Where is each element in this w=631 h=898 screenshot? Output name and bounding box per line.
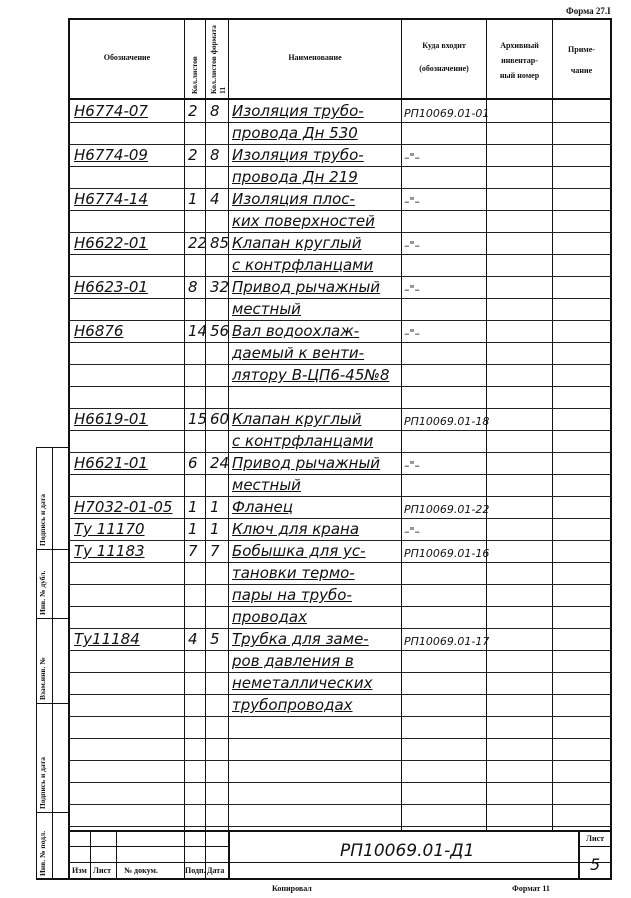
tb-podp: Подп. bbox=[185, 866, 206, 875]
entry-where: –"– bbox=[404, 459, 421, 472]
entry-where: РП10069.01-16 bbox=[404, 547, 490, 560]
entry-sheets-f11: 4 bbox=[210, 190, 220, 208]
entry-sheets: 22 bbox=[188, 234, 208, 252]
row-rule bbox=[68, 716, 612, 717]
row-rule bbox=[68, 298, 612, 299]
entry-name-line: Вал водоохлаж- bbox=[232, 322, 360, 340]
entry-sheets: 1 bbox=[188, 498, 198, 516]
entry-name-line: Фланец bbox=[232, 498, 293, 516]
entry-where: РП10069.01-18 bbox=[404, 415, 490, 428]
entry-where: –"– bbox=[404, 525, 421, 538]
row-rule bbox=[68, 760, 612, 761]
entry-name-line: провода Дн 530 bbox=[232, 124, 358, 142]
entry-where: –"– bbox=[404, 327, 421, 340]
entry-sheets-f11: 24 bbox=[210, 454, 230, 472]
header-designation: Обозначение bbox=[103, 53, 151, 62]
entry-sheets: 1 bbox=[188, 190, 198, 208]
header-where: Куда входит (обозначение) bbox=[419, 41, 469, 73]
entry-name-line: местный bbox=[232, 300, 301, 318]
entry-name-line: Изоляция трубо- bbox=[232, 146, 364, 164]
row-rule bbox=[68, 826, 612, 827]
side-inv-podl: Инв. № подл. bbox=[38, 830, 47, 876]
footer-copied: Копировал bbox=[272, 884, 312, 893]
entry-designation: Н7032-01-05 bbox=[74, 498, 173, 516]
sheet-number: 5 bbox=[590, 855, 601, 874]
tb-data: Дата bbox=[207, 866, 225, 875]
entry-name-line: с контрфланцами bbox=[232, 256, 374, 274]
entry-sheets: 2 bbox=[188, 102, 198, 120]
entry-name-line: Клапан круглый bbox=[232, 234, 362, 252]
entry-where: –"– bbox=[404, 151, 421, 164]
entry-name-line: ров давления в bbox=[232, 652, 354, 670]
entry-sheets-f11: 56 bbox=[210, 322, 230, 340]
entry-where: –"– bbox=[404, 283, 421, 296]
entry-designation: Н6774-14 bbox=[74, 190, 148, 208]
tb-doc: № докум. bbox=[124, 866, 158, 875]
entry-where: РП10069.01-22 bbox=[404, 503, 490, 516]
side-sign-date-top: Подпись и дата bbox=[38, 493, 47, 546]
entry-name-line: Изоляция плос- bbox=[232, 190, 355, 208]
entry-name-line: с контрфланцами bbox=[232, 432, 374, 450]
entry-designation: Н6623-01 bbox=[74, 278, 148, 296]
header-sheets-format11: Кол.листов формата 11 bbox=[209, 25, 227, 94]
entry-name-line: Трубка для заме- bbox=[232, 630, 369, 648]
entry-name-line: Привод рычажный bbox=[232, 454, 381, 472]
entry-name-line: провода Дн 219 bbox=[232, 168, 358, 186]
entry-name-line: Ключ для крана bbox=[232, 520, 360, 538]
entry-sheets-f11: 32 bbox=[210, 278, 230, 296]
entry-sheets: 15 bbox=[188, 410, 208, 428]
entry-name-line: ких поверхностей bbox=[232, 212, 375, 230]
row-rule bbox=[68, 474, 612, 475]
header-note: Приме- чание bbox=[568, 45, 595, 75]
entry-name-line: тановки термо- bbox=[232, 564, 355, 582]
entry-sheets-f11: 60 bbox=[210, 410, 230, 428]
entry-sheets: 6 bbox=[188, 454, 198, 472]
entry-name-line: Бобышка для ус- bbox=[232, 542, 366, 560]
header-archive: Архивный инвентар- ный номер bbox=[499, 41, 540, 80]
entry-sheets-f11: 5 bbox=[210, 630, 220, 648]
entry-sheets-f11: 1 bbox=[210, 498, 220, 516]
entry-designation: Н6621-01 bbox=[74, 454, 148, 472]
entry-name-line: пары на трубо- bbox=[232, 586, 352, 604]
entry-where: РП10069.01-17 bbox=[404, 635, 490, 648]
side-vzam-inv: Взам.инв. № bbox=[38, 657, 47, 700]
entry-sheets-f11: 85 bbox=[210, 234, 230, 252]
entry-designation: Н6774-09 bbox=[74, 146, 148, 164]
entry-name-line: Изоляция трубо- bbox=[232, 102, 364, 120]
entry-designation: Н6774-07 bbox=[74, 102, 148, 120]
entry-designation: Ту 11170 bbox=[74, 520, 145, 538]
tb-izm: Изм bbox=[72, 866, 87, 875]
entry-designation: Н6622-01 bbox=[74, 234, 148, 252]
entry-sheets-f11: 7 bbox=[210, 542, 220, 560]
entry-sheets-f11: 1 bbox=[210, 520, 220, 538]
header-sheets: Кол.листов bbox=[190, 56, 199, 94]
entry-where: РП10069.01-01 bbox=[404, 107, 490, 120]
entry-sheets: 2 bbox=[188, 146, 198, 164]
row-rule bbox=[68, 804, 612, 805]
entry-sheets-f11: 8 bbox=[210, 146, 220, 164]
row-rule bbox=[68, 782, 612, 783]
entry-designation: Ту 11183 bbox=[74, 542, 145, 560]
entry-name-line: Привод рычажный bbox=[232, 278, 381, 296]
entry-designation: Ту11184 bbox=[74, 630, 140, 648]
entry-designation: Н6619-01 bbox=[74, 410, 148, 428]
entry-name-line: Клапан круглый bbox=[232, 410, 362, 428]
sheet-label: Лист bbox=[586, 834, 605, 843]
entry-name-line: местный bbox=[232, 476, 301, 494]
entry-name-line: трубопроводах bbox=[232, 696, 353, 714]
doc-code: РП10069.01-Д1 bbox=[340, 841, 475, 861]
entry-where: –"– bbox=[404, 195, 421, 208]
row-rule bbox=[68, 606, 612, 607]
entry-where: –"– bbox=[404, 239, 421, 252]
entry-name-line: даемый к венти- bbox=[232, 344, 365, 362]
entry-name-line: проводах bbox=[232, 608, 307, 626]
header-name: Наименование bbox=[288, 53, 342, 62]
row-rule bbox=[68, 386, 612, 387]
entry-name-line: неметаллических bbox=[232, 674, 373, 692]
entry-sheets: 1 bbox=[188, 520, 198, 538]
side-inv-dubl: Инв. № дубл. bbox=[38, 570, 47, 615]
footer-format: Формат 11 bbox=[512, 884, 550, 893]
entry-sheets-f11: 8 bbox=[210, 102, 220, 120]
side-sign-date-bottom: Подпись и дата bbox=[38, 756, 47, 809]
entry-name-line: лятору В-ЦП6-45№8 bbox=[232, 366, 390, 384]
tb-list: Лист bbox=[93, 866, 112, 875]
entry-sheets: 4 bbox=[188, 630, 198, 648]
row-rule bbox=[68, 738, 612, 739]
form-label: Форма 27.I bbox=[566, 6, 611, 16]
entry-sheets: 14 bbox=[188, 322, 208, 340]
entry-designation: Н6876 bbox=[74, 322, 124, 340]
entry-sheets: 7 bbox=[188, 542, 198, 560]
entry-sheets: 8 bbox=[188, 278, 198, 296]
